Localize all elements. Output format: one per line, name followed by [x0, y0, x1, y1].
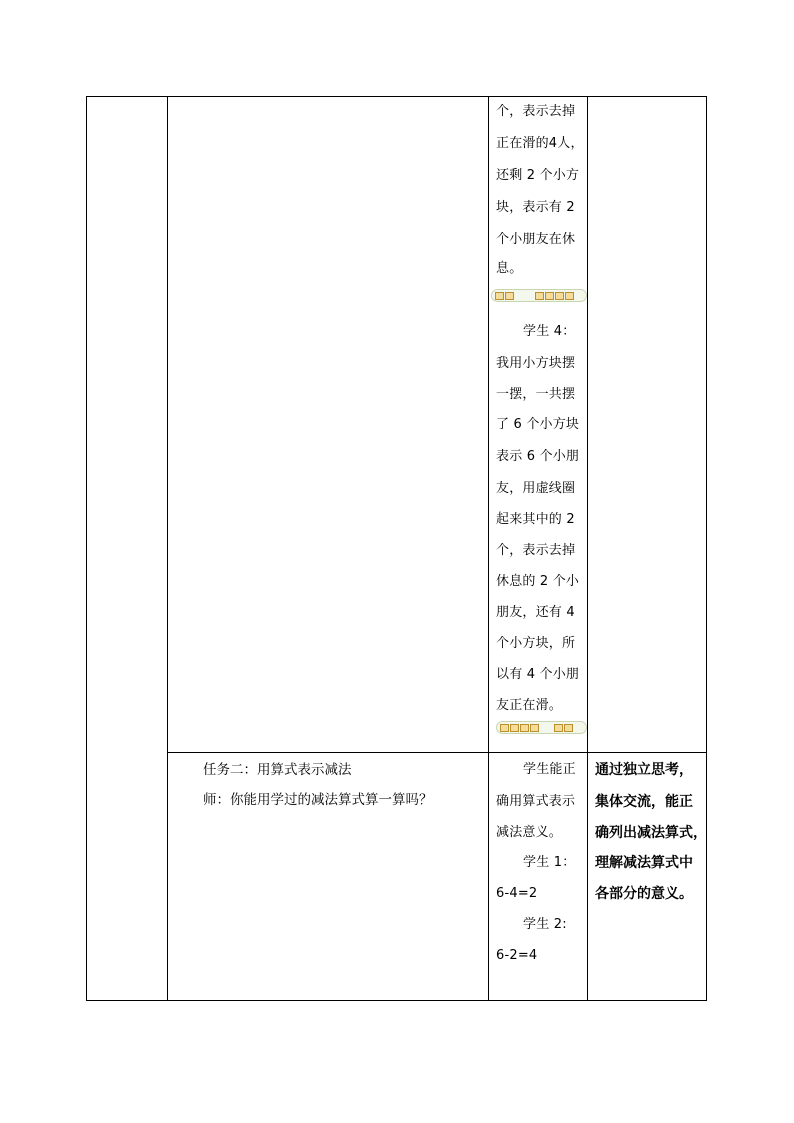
goal-line: 确列出减法算式，	[595, 825, 707, 841]
row-divider	[167, 752, 707, 753]
block-illustration-1	[491, 289, 587, 302]
student2-label: 学生 2:	[523, 917, 567, 932]
text-line: 友正在滑。	[496, 698, 563, 713]
col-divider-2	[488, 96, 489, 1001]
text-line: 以有 4 个小朋	[496, 667, 580, 682]
goal-line: 通过独立思考，	[595, 762, 693, 778]
text-line: 块，表示有 2	[496, 200, 575, 215]
student1-equation: 6-4=2	[496, 886, 538, 901]
text-line: 减法意义。	[496, 825, 563, 840]
student4-label: 学生 4：	[523, 324, 576, 339]
text-line: 休息的 2 个小	[496, 574, 580, 589]
col-divider-1	[167, 96, 168, 1001]
text-line: 个小朋友在休	[496, 232, 576, 247]
task2-title: 任务二：用算式表示减法	[203, 762, 352, 778]
block-illustration-2	[496, 721, 587, 734]
text-line: 了 6 个小方块	[496, 417, 580, 432]
text-line: 个，表示去掉	[496, 104, 576, 119]
col-divider-3	[587, 96, 588, 1001]
teacher-question: 师：你能用学过的减法算式算一算吗？	[203, 792, 433, 808]
text-line: 起来其中的 2	[496, 512, 575, 527]
text-line: 一摆，一共摆	[496, 387, 576, 402]
goal-line: 各部分的意义。	[595, 886, 693, 902]
text-line: 正在滑的4人，	[496, 136, 584, 151]
student2-equation: 6-2=4	[496, 948, 538, 963]
text-line: 我用小方块摆	[496, 356, 576, 371]
goal-line: 理解减法算式中	[595, 855, 693, 871]
text-line: 确用算式表示	[496, 794, 576, 809]
text-line: 还剩 2 个小方	[496, 168, 580, 183]
text-line: 个小方块，所	[496, 636, 576, 651]
student1-label: 学生 1：	[523, 855, 576, 870]
text-line: 朋友，还有 4	[496, 605, 575, 620]
text-line: 表示 6 个小朋	[496, 449, 580, 464]
text-line: 友，用虚线圈	[496, 481, 576, 496]
text-line: 个，表示去掉	[496, 543, 576, 558]
goal-line: 集体交流，能正	[595, 794, 693, 810]
text-line: 学生能正	[523, 762, 576, 777]
text-line: 息。	[496, 261, 523, 276]
